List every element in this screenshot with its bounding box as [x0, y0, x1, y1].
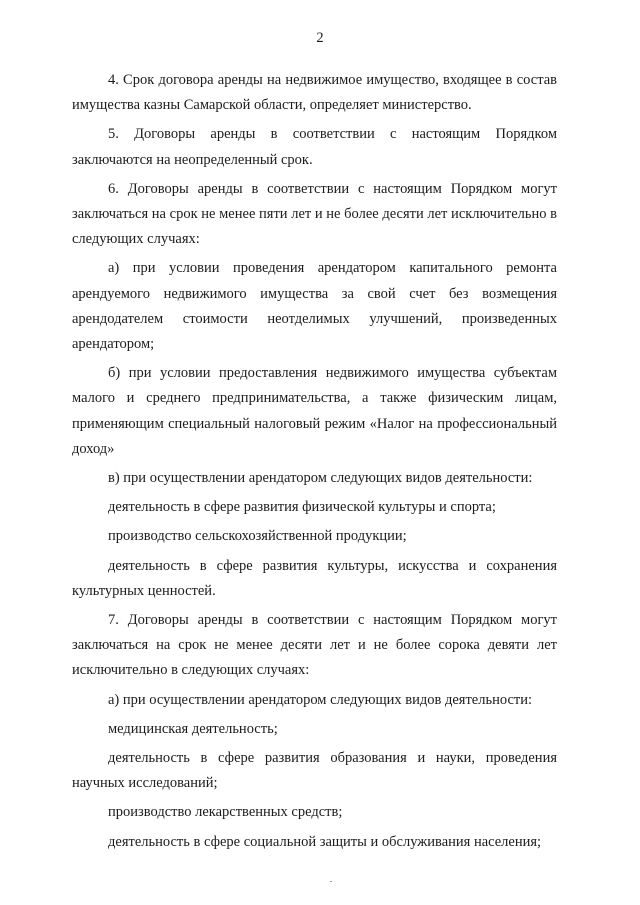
page-number: 2 — [316, 30, 324, 46]
activity-sport: деятельность в сфере развития физической культуры и спорта; — [108, 499, 496, 516]
document-body — [72, 64, 557, 855]
paragraph-item-6: 6. Договоры аренды в соответствии с настоящим Порядком могут заключаться на срок не менее пяти лет и не более десяти лет исключительно в следующих случаях: — [72, 180, 557, 248]
subparagraph-6a: а) при условии проведения арендатором капитального ремонта арендуемого недвижимого имущества за свой счет без возмещения арендодателем стоимости неотделимых улучшений, произведенных арендатором; — [72, 260, 557, 353]
subparagraph-6b: б) при условии предоставления недвижимого имущества субъектам малого и среднего предпринимательства, а также физическим лицам, применяющим специальный налоговый режим «Налог на профессиональный доход» — [72, 365, 557, 457]
paragraph-item-5: 5. Договоры аренды в соответствии с настоящим Порядком заключаются на неопределенный срок. — [72, 126, 557, 168]
paragraph-item-4: 4. Срок договора аренды на недвижимое имущество, входящее в состав имущества казны Самарской области, определяет министерство. — [72, 72, 557, 114]
paragraph-item-7: 7. Договоры аренды в соответствии с настоящим Порядком могут заключаться на срок не менее десяти лет и не более сорока девяти лет исключительно в следующих случаях: — [72, 612, 557, 679]
activity-culture: деятельность в сфере развития культуры, искусства и сохранения культурных ценностей. — [72, 557, 557, 599]
activity-agriculture: производство сельскохозяйственной продукции; — [108, 528, 407, 545]
subparagraph-7a: а) при осуществлении арендатором следующих видов деятельности: — [108, 691, 533, 708]
scan-speck — [330, 881, 332, 882]
activity-pharma: производство лекарственных средств; — [108, 804, 343, 821]
activity-social: деятельность в сфере социальной защиты и обслуживания населения; — [108, 833, 542, 850]
subparagraph-6v: в) при осуществлении арендатором следующих видов деятельности: — [108, 470, 533, 487]
activity-education: деятельность в сфере развития образования и науки, проведения научных исследований; — [72, 750, 557, 792]
activity-medical: медицинская деятельность; — [108, 720, 278, 737]
